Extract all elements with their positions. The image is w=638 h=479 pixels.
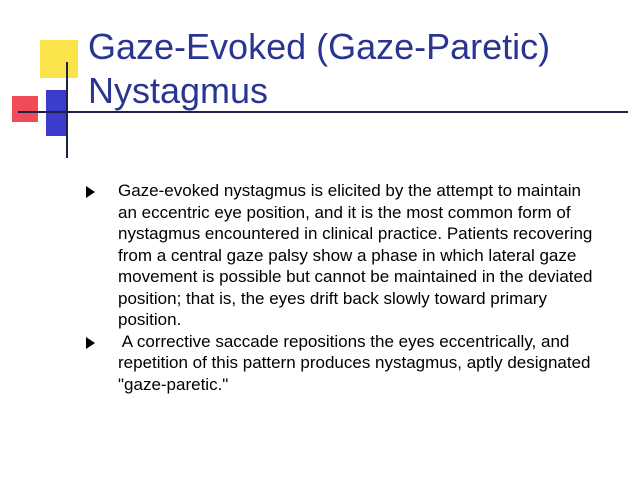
bullet-line: position.	[118, 310, 182, 329]
bullet-line: position; that is, the eyes drift back slowly toward primary	[118, 288, 547, 308]
bullet-line: from a central gaze palsy show a phase in which lateral gaze	[118, 245, 577, 265]
slide-title	[88, 25, 550, 113]
bullet-list	[86, 180, 622, 395]
decor-vertical-line	[66, 62, 68, 158]
bullet-line: repetition of this pattern produces nystagmus, aptly designated	[118, 353, 591, 372]
bullet-item	[86, 331, 622, 396]
bullet-text	[118, 180, 622, 331]
slide-title-line-2: Nystagmus	[88, 70, 269, 111]
bullet-line: nystagmus encountered in clinical practice. Patients recovering	[118, 224, 593, 243]
bullet-line: Gaze-evoked nystagmus is elicited by the attempt to maintain	[118, 181, 582, 200]
bullet-arrow-icon	[86, 186, 95, 198]
bullet-arrow-icon	[86, 337, 95, 349]
bullet-line: movement is possible but cannot be maintained in the deviated	[118, 267, 593, 286]
decor-blue-bar	[46, 90, 68, 136]
bullet-line: A corrective saccade repositions the eyes eccentrically, and	[118, 331, 570, 351]
bullet-line: "gaze-paretic."	[118, 374, 229, 394]
decor-yellow-square	[40, 40, 78, 78]
decor-red-square	[12, 96, 38, 122]
bullet-item	[86, 180, 622, 331]
bullet-line: an eccentric eye position, and it is the most common form of	[118, 202, 571, 222]
slide-title-line-1: Gaze-Evoked (Gaze-Paretic)	[88, 26, 551, 67]
bullet-text	[118, 331, 622, 396]
